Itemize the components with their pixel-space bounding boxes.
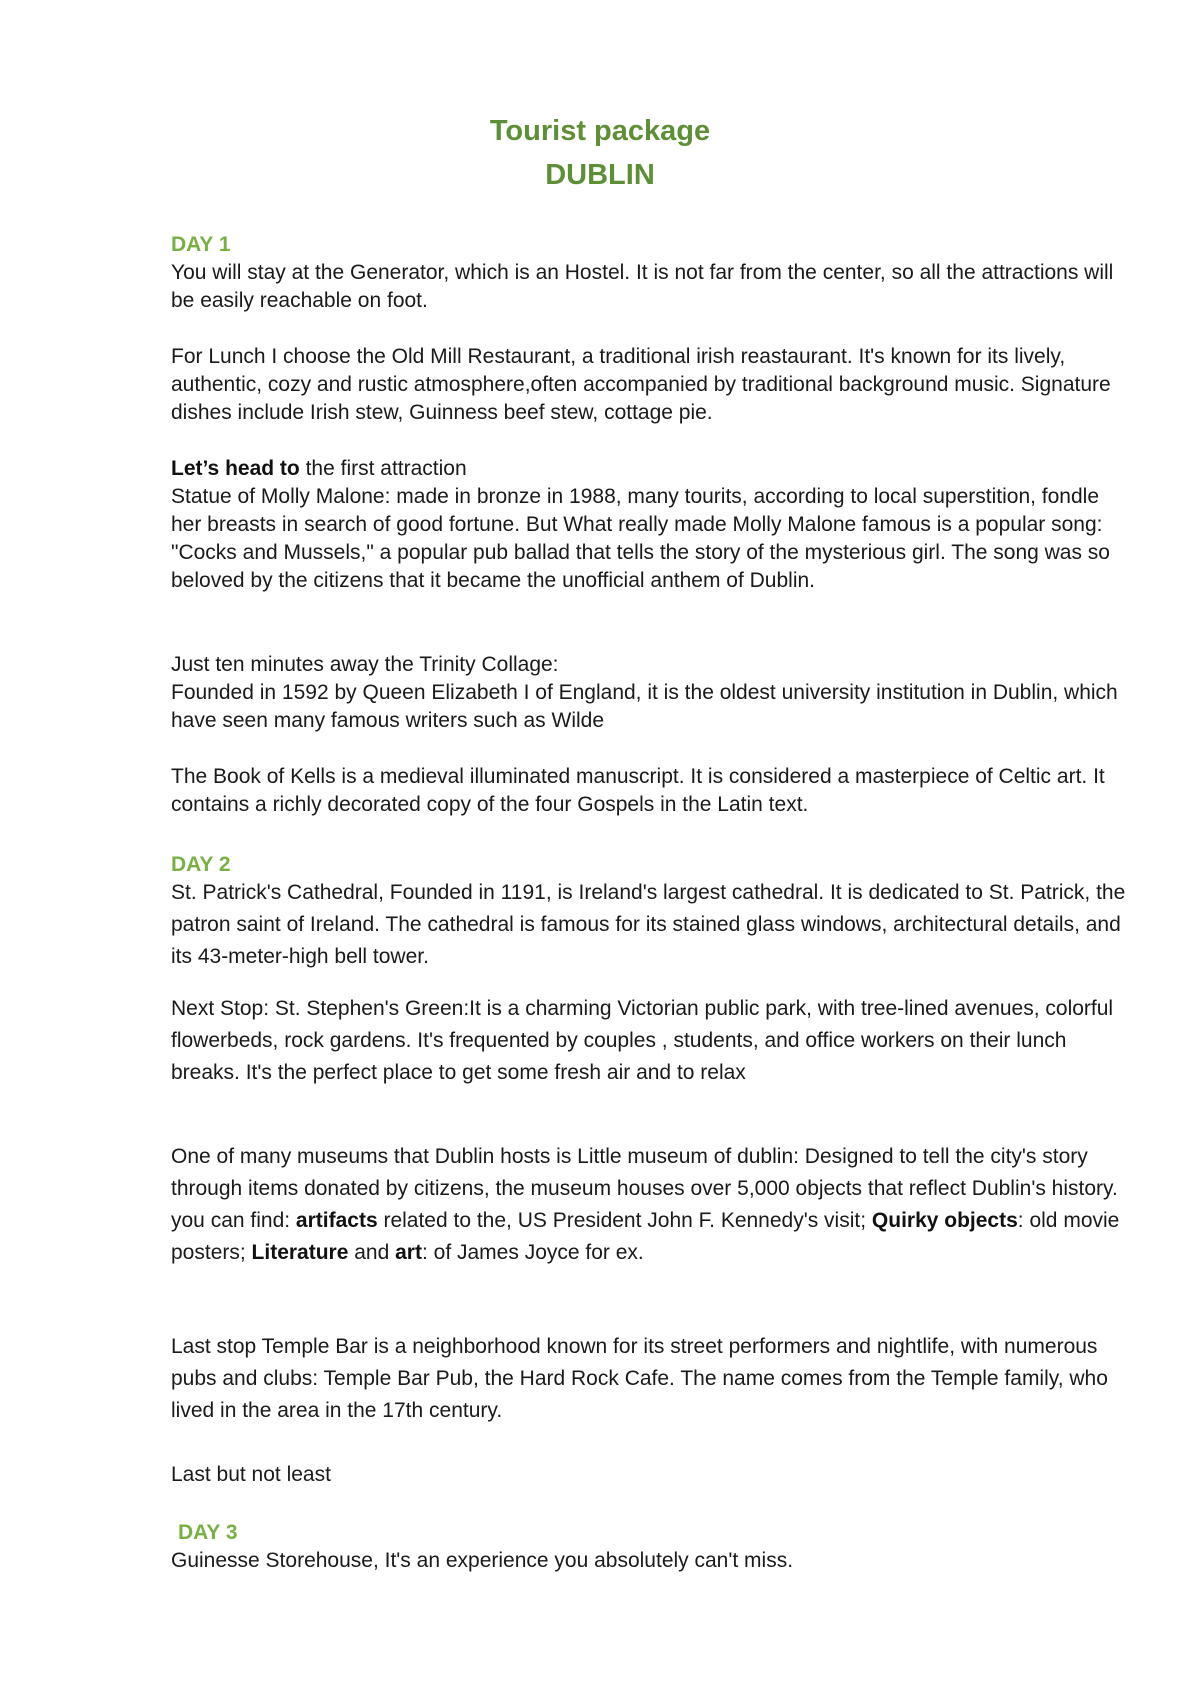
book-of-kells-paragraph: The Book of Kells is a medieval illuminated manuscript. It is considered a masterpiece of Celtic art. It contains a richly decorated copy of the four Gospels in the Latin text. (171, 765, 1105, 816)
trinity-paragraph: Founded in 1592 by Queen Elizabeth I of England, it is the oldest university institution in Dublin, which have seen many famous writers such as Wilde (171, 681, 1118, 732)
head-to-rest: the first attraction (299, 457, 467, 480)
guinness-paragraph: Guinesse Storehouse, It's an experience you absolutely can't miss. (171, 1549, 794, 1572)
temple-bar-paragraph: Last stop Temple Bar is a neighborhood known for its street performers and nightlife, with numerous pubs and clubs: Temple Bar Pub, the Hard Rock Cafe. The name comes from the Temple family, who lived in the area in the 17th century. (171, 1335, 1108, 1422)
trinity-intro: Just ten minutes away the Trinity Collage: (171, 653, 559, 676)
day-1-head-to-line (171, 455, 1131, 483)
day-1-stay-paragraph: You will stay at the Generator, which is an Hostel. It is not far from the center, so all the attractions will be easily reachable on foot. (171, 261, 1114, 312)
museum-text-3: : old movie posters; (171, 1209, 1120, 1264)
day-3-heading: DAY 3 (178, 1521, 238, 1544)
document-subtitle: DUBLIN (545, 159, 655, 191)
st-patrick-paragraph: St. Patrick's Cathedral, Founded in 1191, is Ireland's largest cathedral. It is dedicated to St. Patrick, the patron saint of Ireland. The cathedral is famous for its stained glass windows, architectural details, and its 43-meter-high bell tower. (171, 881, 1126, 968)
head-to-bold: Let’s head to (171, 457, 300, 480)
museum-text-5: : of James Joyce for ex. (421, 1241, 644, 1264)
museum-bold-literature: Literature (251, 1241, 349, 1264)
museum-text-4: and (348, 1241, 396, 1264)
museum-bold-artifacts: artifacts (295, 1209, 378, 1232)
day-1-lunch-paragraph: For Lunch I choose the Old Mill Restaurant, a traditional irish reastaurant. It's known for its lively, authentic, cozy and rustic atmosphere,often accompanied by traditional background music. Signature dishes include Irish stew, Guinness beef stew, cottage pie. (171, 345, 1111, 424)
st-stephen-paragraph: Next Stop: St. Stephen's Green:It is a charming Victorian public park, with tree-lined avenues, colorful flowerbeds, rock gardens. It's frequented by couples , students, and office workers on their lunch breaks. It's the perfect place to get some fresh air and to relax (171, 997, 1114, 1084)
museum-bold-quirky: Quirky objects (871, 1209, 1018, 1232)
molly-malone-paragraph: Statue of Molly Malone: made in bronze in 1988, many tourits, according to local superstition, fondle her breasts in search of good fortune. But What really made Molly Malone famous is a popular song: "Cocks and Mussels," a popular pub ballad that tells the story of the mysterious girl. The song was so beloved by the citizens that it became the unofficial anthem of Dublin. (171, 485, 1110, 592)
document-title: Tourist package (489, 115, 711, 147)
museum-text-2: related to the, US President John F. Kennedy's visit; (377, 1209, 872, 1232)
day-2-heading: DAY 2 (171, 853, 231, 876)
day-1-heading: DAY 1 (171, 233, 231, 256)
museum-text-1: One of many museums that Dublin hosts is Little museum of dublin: Designed to tell the city's story through items donated by citizens, the museum houses over 5,000 objects that reflect Dublin's history. you can find: (171, 1145, 1118, 1232)
little-museum-paragraph (171, 1141, 1131, 1269)
last-but-not-least: Last but not least (171, 1463, 331, 1486)
museum-bold-art: art (395, 1241, 422, 1264)
